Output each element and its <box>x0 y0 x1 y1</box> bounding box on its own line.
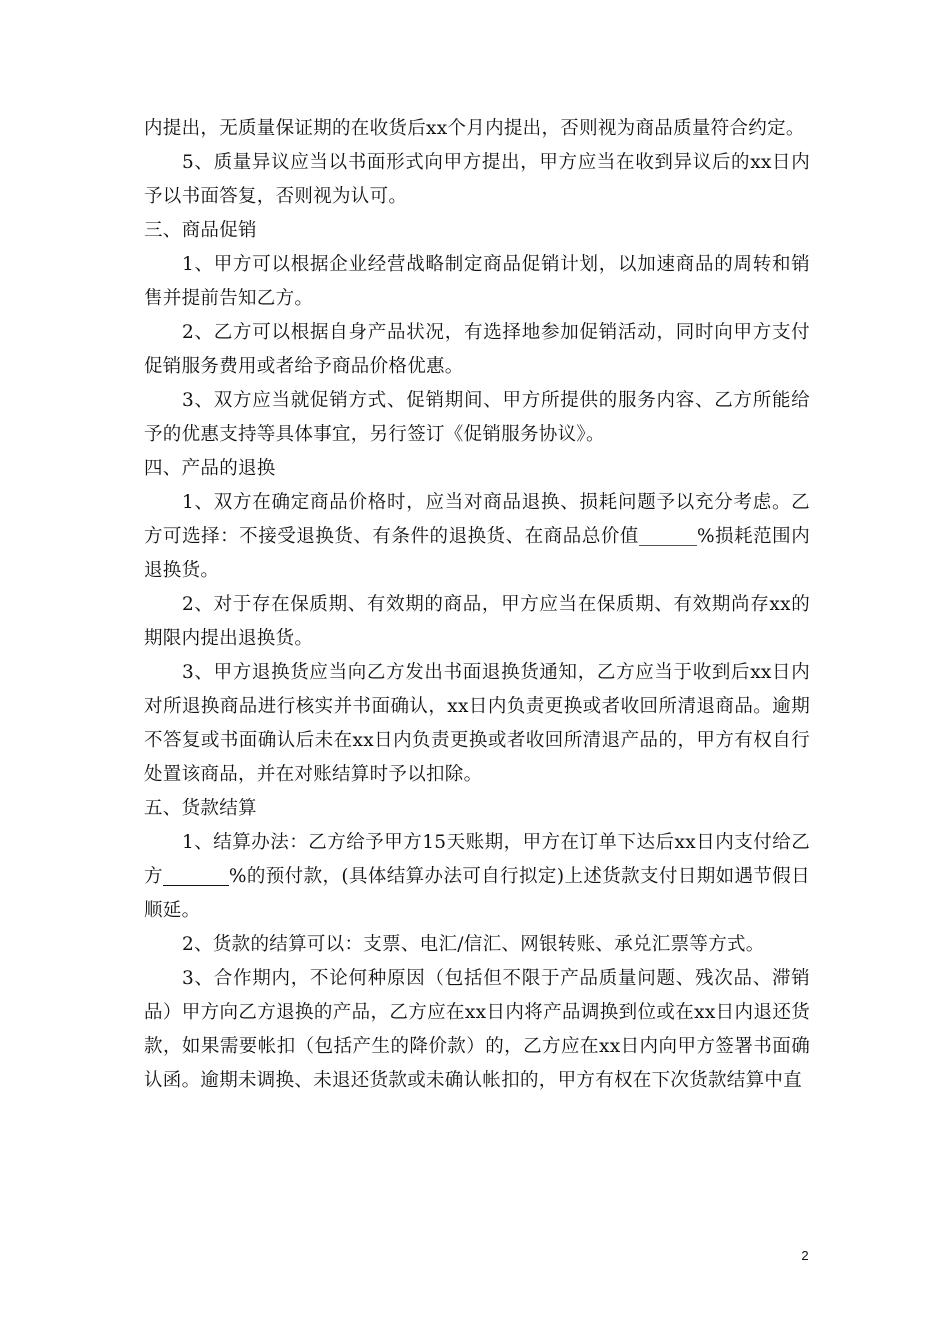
paragraph-returns-3: 3、甲方退换货应当向乙方发出书面退换货通知，乙方应当于收到后xx日内对所退换商品进行核实并书面确认，xx日内负责更换或者收回所清退商品。逾期不答复或书面确认后未在xx日内负责更换或者收回所清退产品的，甲方有权自行处置该商品，并在对账结算时予以扣除。 <box>144 662 810 785</box>
section-heading-promotion: 三、商品促销 <box>144 220 257 241</box>
paragraph-settlement-2: 2、货款的结算可以：支票、电汇/信汇、网银转账、承兑汇票等方式。 <box>182 934 765 955</box>
paragraph-settlement-1-pre: 1、结算办法：乙方给予甲方15天账期，甲方在订单下达后xx日内支付给乙方 <box>144 832 810 887</box>
page-number: 2 <box>801 1248 809 1263</box>
paragraph-settlement-3: 3、合作期内，不论何种原因（包括但不限于产品质量问题、残次品、滞销品）甲方向乙方退换的产品，乙方应在xx日内将产品调换到位或在xx日内退还货款，如果需要帐扣（包括产生的降价款）的，乙方应在xx日内向甲方签署书面确认函。逾期未调换、未退还货款或未确认帐扣的，甲方有权在下次货款结算中直 <box>144 968 810 1091</box>
fill-in-blank-prepayment-percent <box>163 863 229 886</box>
paragraph-returns-1 <box>144 486 810 588</box>
paragraph-returns-2: 2、对于存在保质期、有效期的商品，甲方应当在保质期、有效期尚存xx的期限内提出退换货。 <box>144 594 810 649</box>
paragraph-returns-1-pre: 1、双方在确定商品价格时，应当对商品退换、损耗问题予以充分考虑。乙方可选择：不接受退换货、有条件的退换货、在商品总价值 <box>144 492 810 547</box>
document-body <box>144 112 810 1098</box>
fill-in-blank-loss-percent <box>639 523 697 546</box>
paragraph-settlement-1-post: %的预付款，(具体结算办法可自行拟定)上述货款支付日期如遇节假日顺延。 <box>144 866 810 921</box>
paragraph-promotion-3: 3、双方应当就促销方式、促销期间、甲方所提供的服务内容、乙方所能给予的优惠支持等具体事宜，另行签订《促销服务协议》。 <box>144 390 810 445</box>
paragraph-promotion-1: 1、甲方可以根据企业经营战略制定商品促销计划，以加速商品的周转和销售并提前告知乙方。 <box>144 254 810 309</box>
paragraph-promotion-2: 2、乙方可以根据自身产品状况，有选择地参加促销活动，同时向甲方支付促销服务费用或者给予商品价格优惠。 <box>144 322 810 377</box>
section-heading-settlement: 五、货款结算 <box>144 798 257 819</box>
paragraph-returns-1-post: %损耗范围内退换货。 <box>144 526 810 581</box>
paragraph-continuation: 内提出，无质量保证期的在收货后xx个月内提出，否则视为商品质量符合约定。 <box>144 118 805 139</box>
section-heading-returns: 四、产品的退换 <box>144 458 276 479</box>
paragraph-settlement-1 <box>144 826 810 928</box>
paragraph-quality-objection: 5、质量异议应当以书面形式向甲方提出，甲方应当在收到异议后的xx日内予以书面答复，否则视为认可。 <box>144 152 810 207</box>
